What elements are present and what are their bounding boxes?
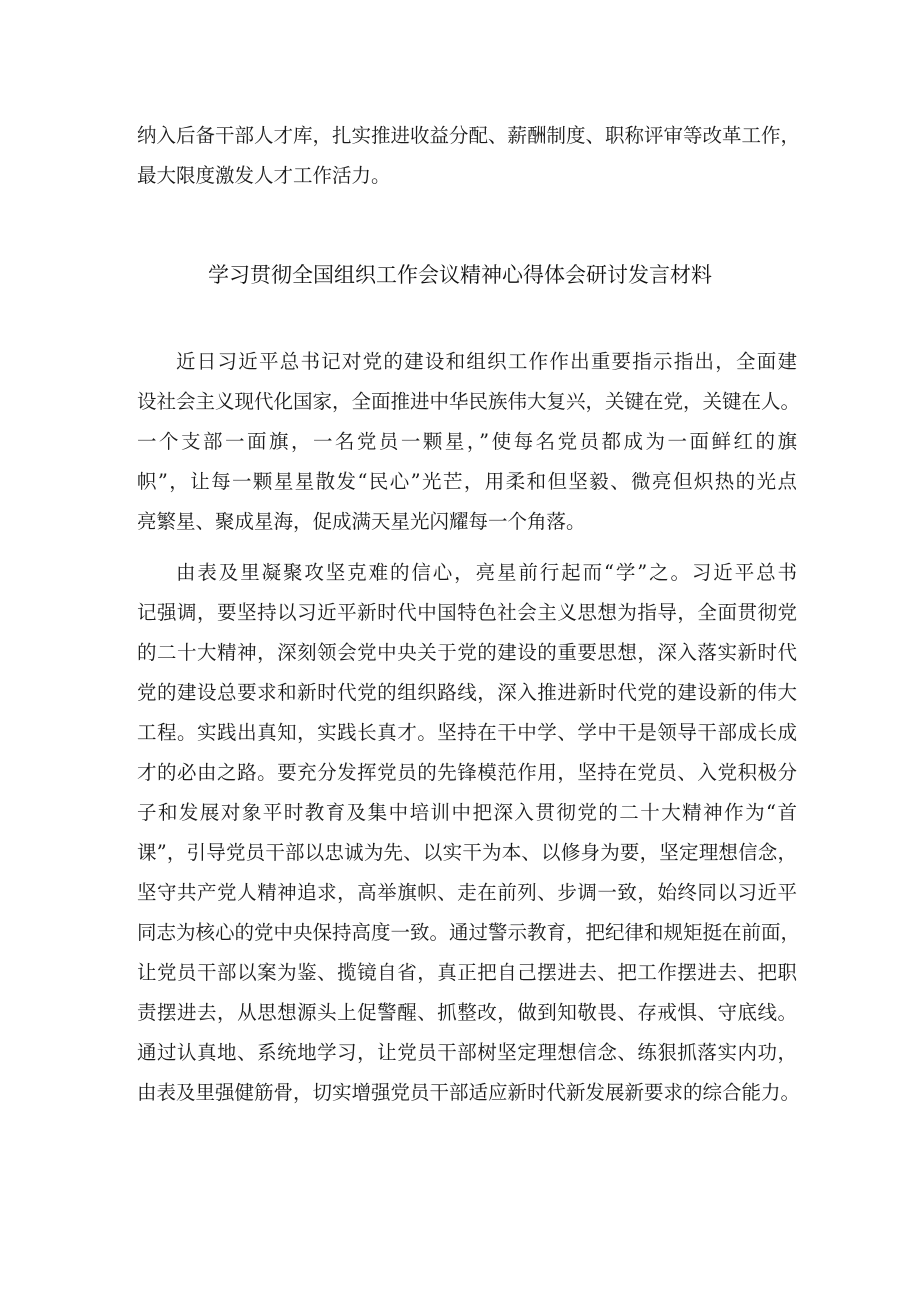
- paragraph-1-line: 设社会主义现代化国家，全面推进中华民族伟大复兴，关键在党，关键在人。: [137, 390, 801, 413]
- prev-paragraph-line: 最大限度激发人才工作活力。: [137, 164, 391, 187]
- paragraph-1-line: 亮繁星、聚成星海，促成满天星光闪耀每一个角落。: [137, 510, 586, 533]
- paragraph-2-line: 通过认真地、系统地学习，让党员干部树坚定理想信念、练狠抓落实内功，: [137, 1041, 797, 1064]
- paragraph-2-line: 同志为核心的党中央保持高度一致。通过警示教育，把纪律和规矩挺在前面，: [137, 921, 801, 944]
- paragraph-2-line: 才的必由之路。要充分发挥党员的先锋模范作用，坚持在党员、入党积极分: [137, 761, 797, 784]
- paragraph-2-line: 坚守共产党人精神追求，高举旗帜、走在前列、步调一致，始终同以习近平: [137, 881, 797, 904]
- paragraph-2-line: 党的建设总要求和新时代党的组织路线，深入推进新时代党的建设新的伟大: [137, 681, 797, 704]
- paragraph-2-line: 由表及里凝聚攻坚克难的信心，亮星前行起而“学”之。习近平总书: [176, 561, 797, 584]
- paragraph-2-line: 工程。实践出真知，实践长真才。坚持在干中学、学中干是领导干部成长成: [137, 721, 797, 744]
- paragraph-2-line: 让党员干部以案为鉴、揽镜自省，真正把自己摆进去、把工作摆进去、把职: [137, 961, 797, 984]
- paragraph-2-line: 课”，引导党员干部以忠诚为先、以实干为本、以修身为要，坚定理想信念，: [137, 841, 797, 864]
- paragraph-2-line: 责摆进去，从思想源头上促警醒、抓整改，做到知敬畏、存戒惧、守底线。: [137, 1001, 797, 1024]
- paragraph-2-line: 的二十大精神，深刻领会党中央关于党的建设的重要思想，深入落实新时代: [137, 641, 797, 664]
- paragraph-2-line: 记强调，要坚持以习近平新时代中国特色社会主义思想为指导，全面贯彻党: [137, 601, 797, 624]
- article-title: 学习贯彻全国组织工作会议精神心得体会研讨发言材料: [208, 263, 712, 287]
- prev-paragraph-line: 纳入后备干部人才库，扎实推进收益分配、薪酬制度、职称评审等改革工作，: [137, 124, 801, 147]
- paragraph-2-line: 由表及里强健筋骨，切实增强党员干部适应新时代新发展新要求的综合能力。: [137, 1081, 801, 1104]
- paragraph-1-line: 一个支部一面旗，一名党员一颗星，”使每名党员都成为一面鲜红的旗: [137, 430, 797, 453]
- paragraph-1-line: 帜”，让每一颗星星散发“民心”光芒，用柔和但坚毅、微亮但炽热的光点: [137, 470, 797, 493]
- paragraph-2-line: 子和发展对象平时教育及集中培训中把深入贯彻党的二十大精神作为“首: [137, 801, 797, 824]
- paragraph-1-line: 近日习近平总书记对党的建设和组织工作作出重要指示指出，全面建: [176, 350, 797, 373]
